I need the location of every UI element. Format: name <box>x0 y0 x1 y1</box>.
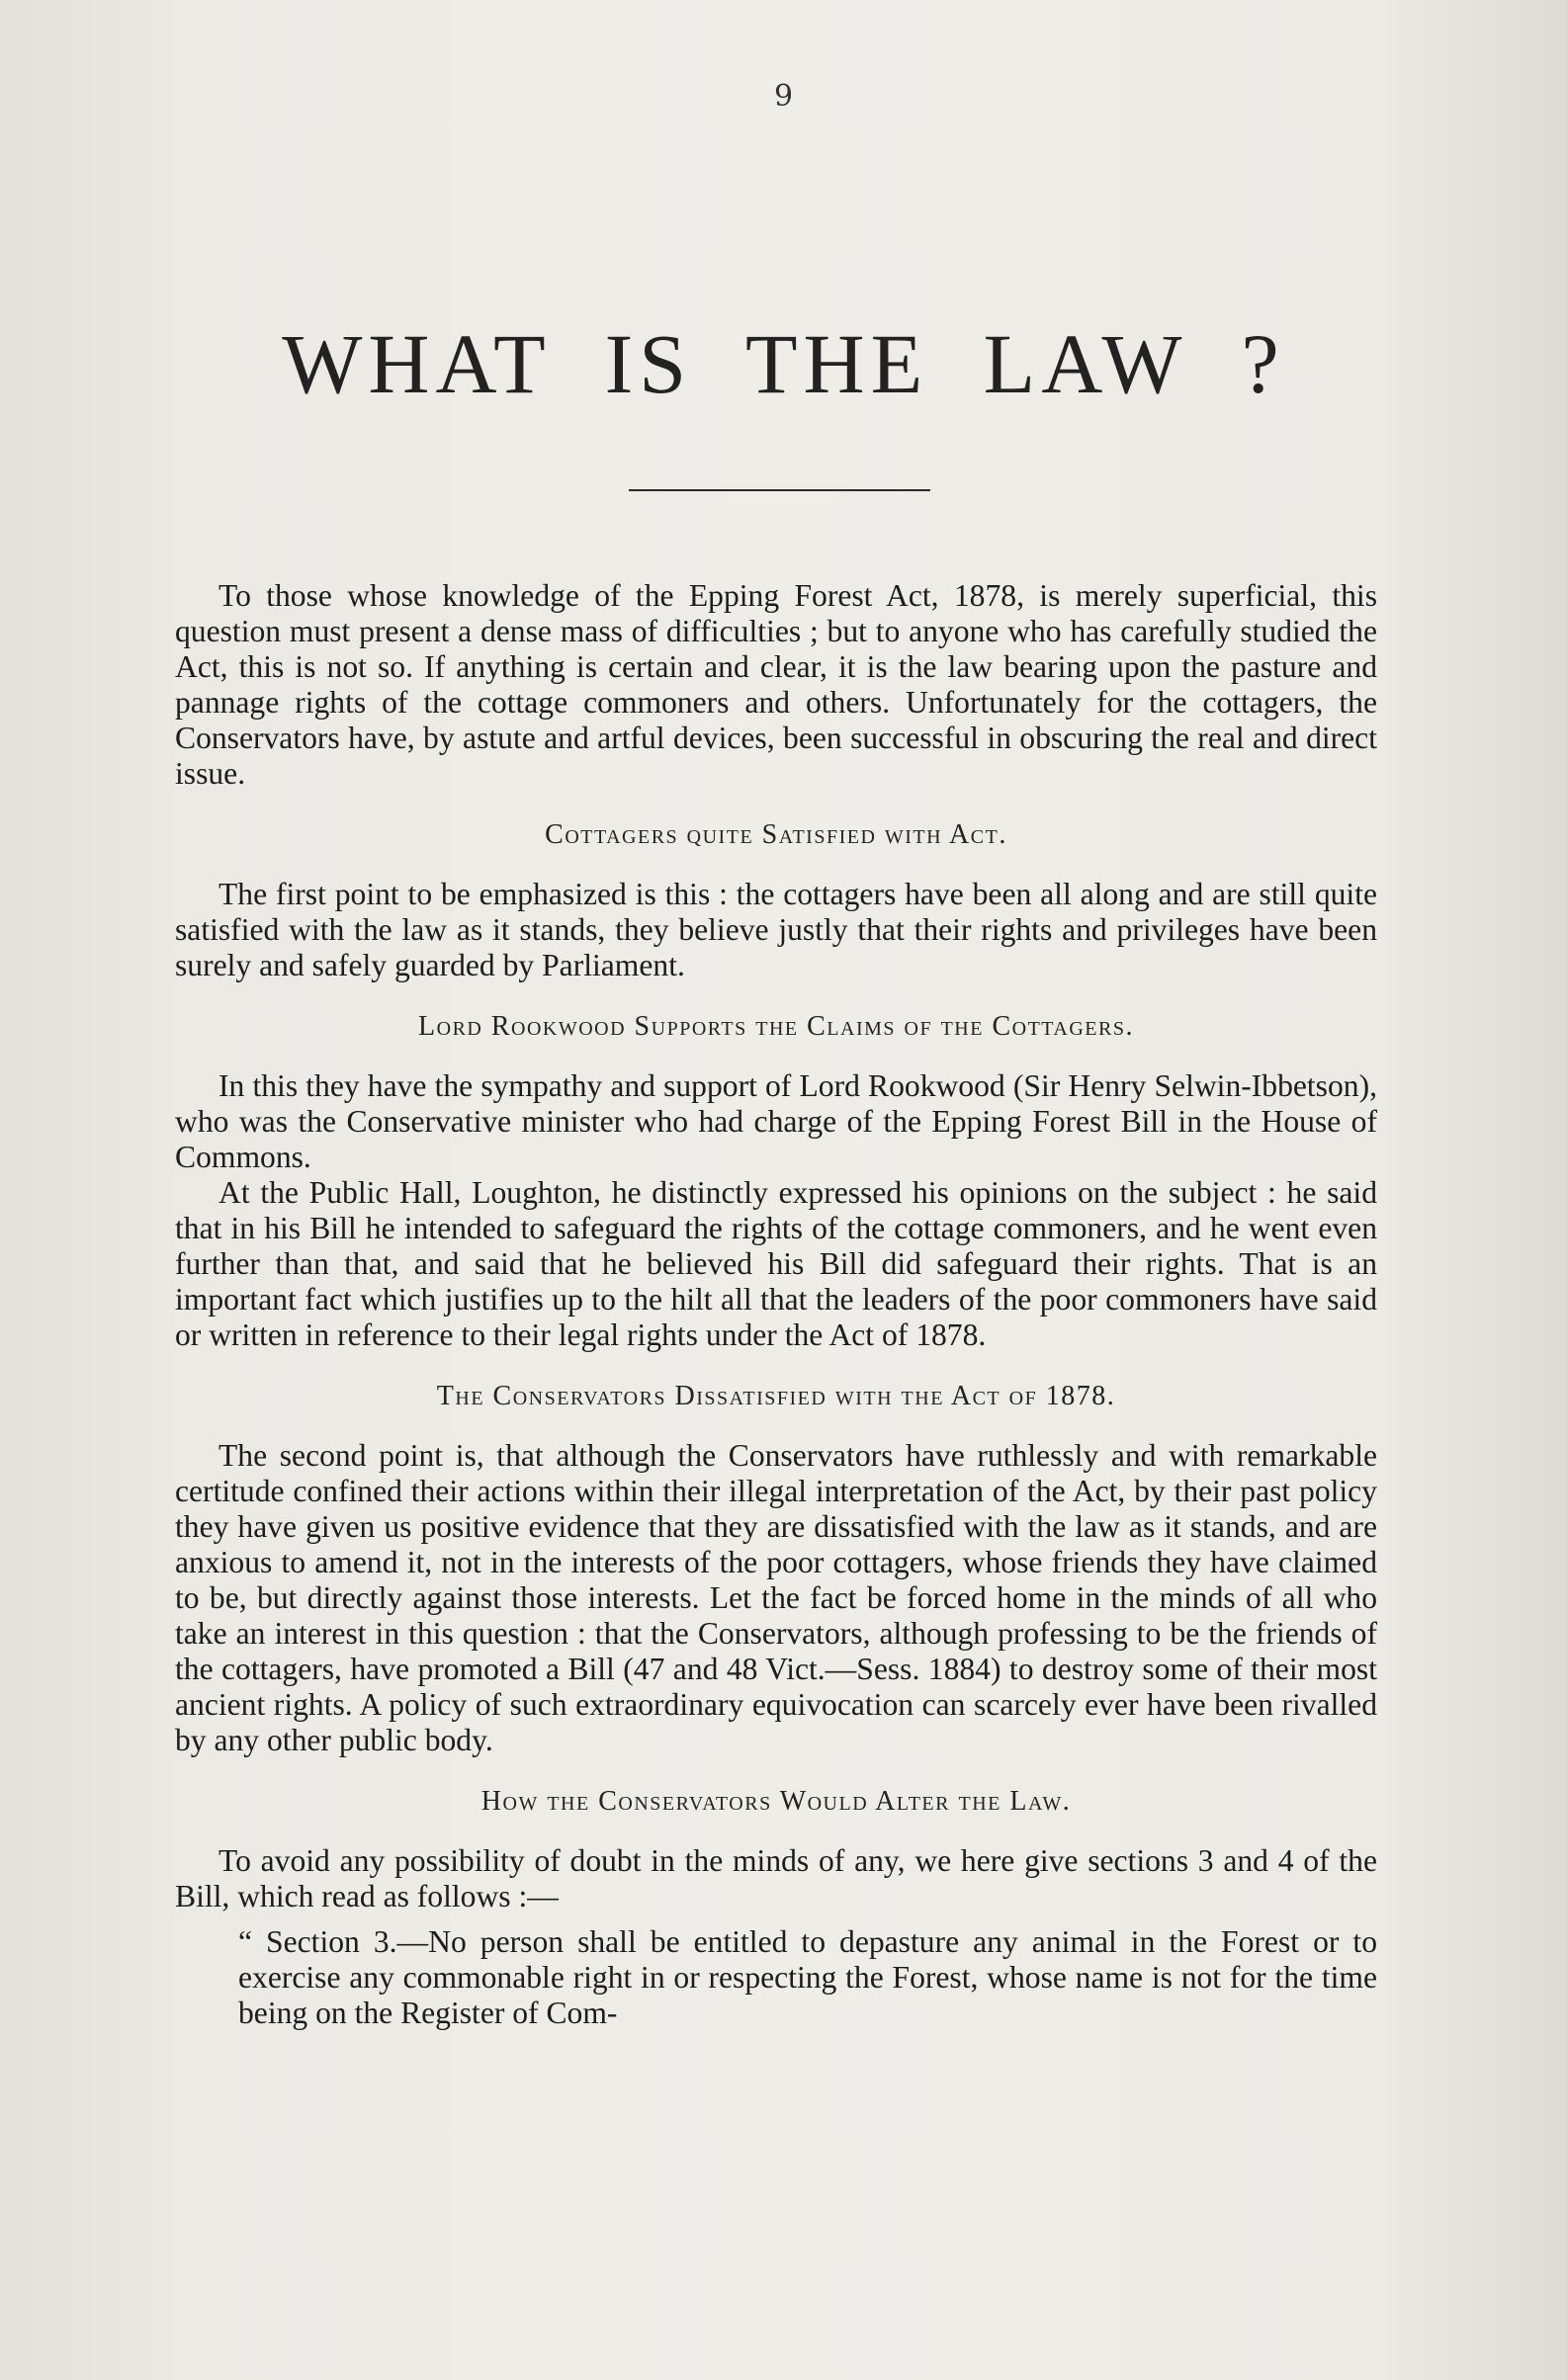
paragraph-intro: To those whose knowledge of the Epping Forest Act, 1878, is merely superficial, this question must present a dense mass of difficulties ; but to anyone who has carefully studied the Act, this is not so. If anything is certain and clear, it is the law bearing upon the pasture and pannage rights of the cottage commoners and others. Unfortunately for the cottagers, the Conservators have, by astute and artful devices, been successful in obscuring the real and direct issue. <box>175 578 1377 791</box>
section-heading-lord-rookwood: Lord Rookwood Supports the Claims of the Cottagers. <box>418 1011 1134 1042</box>
section-heading-cottagers-satisfied: Cottagers quite Satisfied with Act. <box>545 819 1007 850</box>
paragraph-sections-intro: To avoid any possibility of doubt in the minds of any, we here give sections 3 and 4 of the Bill, which read as follows :— <box>175 1843 1377 1913</box>
paragraph-public-hall: At the Public Hall, Loughton, he distinctly expressed his opinions on the subject : he said that in his Bill he intended to safeguard the rights of the cottage commoners, and he went even further than that, and said that he believed his Bill did safeguard their rights. That is an important fact which justifies up to the hilt all that the leaders of the poor commoners have said or written in reference to their legal rights under the Act of 1878. <box>175 1175 1377 1352</box>
section-heading-conservators-dissatisfied: The Conservators Dissatisfied with the Act of 1878. <box>436 1381 1116 1411</box>
article-body <box>175 578 1377 2031</box>
section-heading-alter-law: How the Conservators Would Alter the Law. <box>480 1786 1072 1817</box>
page-title: WHAT IS THE LAW ? <box>282 316 1285 411</box>
page-number: 9 <box>773 79 794 114</box>
paragraph-sympathy: In this they have the sympathy and support of Lord Rookwood (Sir Henry Selwin-Ibbetson), who was the Conservative minister who had charge of the Epping Forest Bill in the House of Commons. <box>175 1068 1377 1174</box>
paragraph-second-point: The second point is, that although the Conservators have ruthlessly and with remarkable certitude confined their actions within their illegal interpretation of the Act, by their past policy they have given us positive evidence that they are dissatisfied with the law as it stands, and are anxious to amend it, not in the interests of the poor cottagers, whose friends they have claimed to be, but directly against those interests. Let the fact be forced home in the minds of all who take an interest in this question : that the Conservators, although professing to be the friends of the cottagers, have promoted a Bill (47 and 48 Vict.—Sess. 1884) to destroy some of their most ancient rights. A policy of such extraordinary equivocation can scarcely ever have been rivalled by any other public body. <box>175 1438 1377 1757</box>
quoted-section-3: “ Section 3.—No person shall be entitled to depasture any animal in the Forest or to exercise any commonable right in or respecting the Forest, whose name is not for the time being on the Register of Com- <box>238 1924 1377 2030</box>
title-divider <box>629 489 930 491</box>
paragraph-first-point: The first point to be emphasized is this : the cottagers have been all along and are still quite satisfied with the law as it stands, they believe justly that their rights and privileges have been surely and safely guarded by Parliament. <box>175 877 1377 982</box>
